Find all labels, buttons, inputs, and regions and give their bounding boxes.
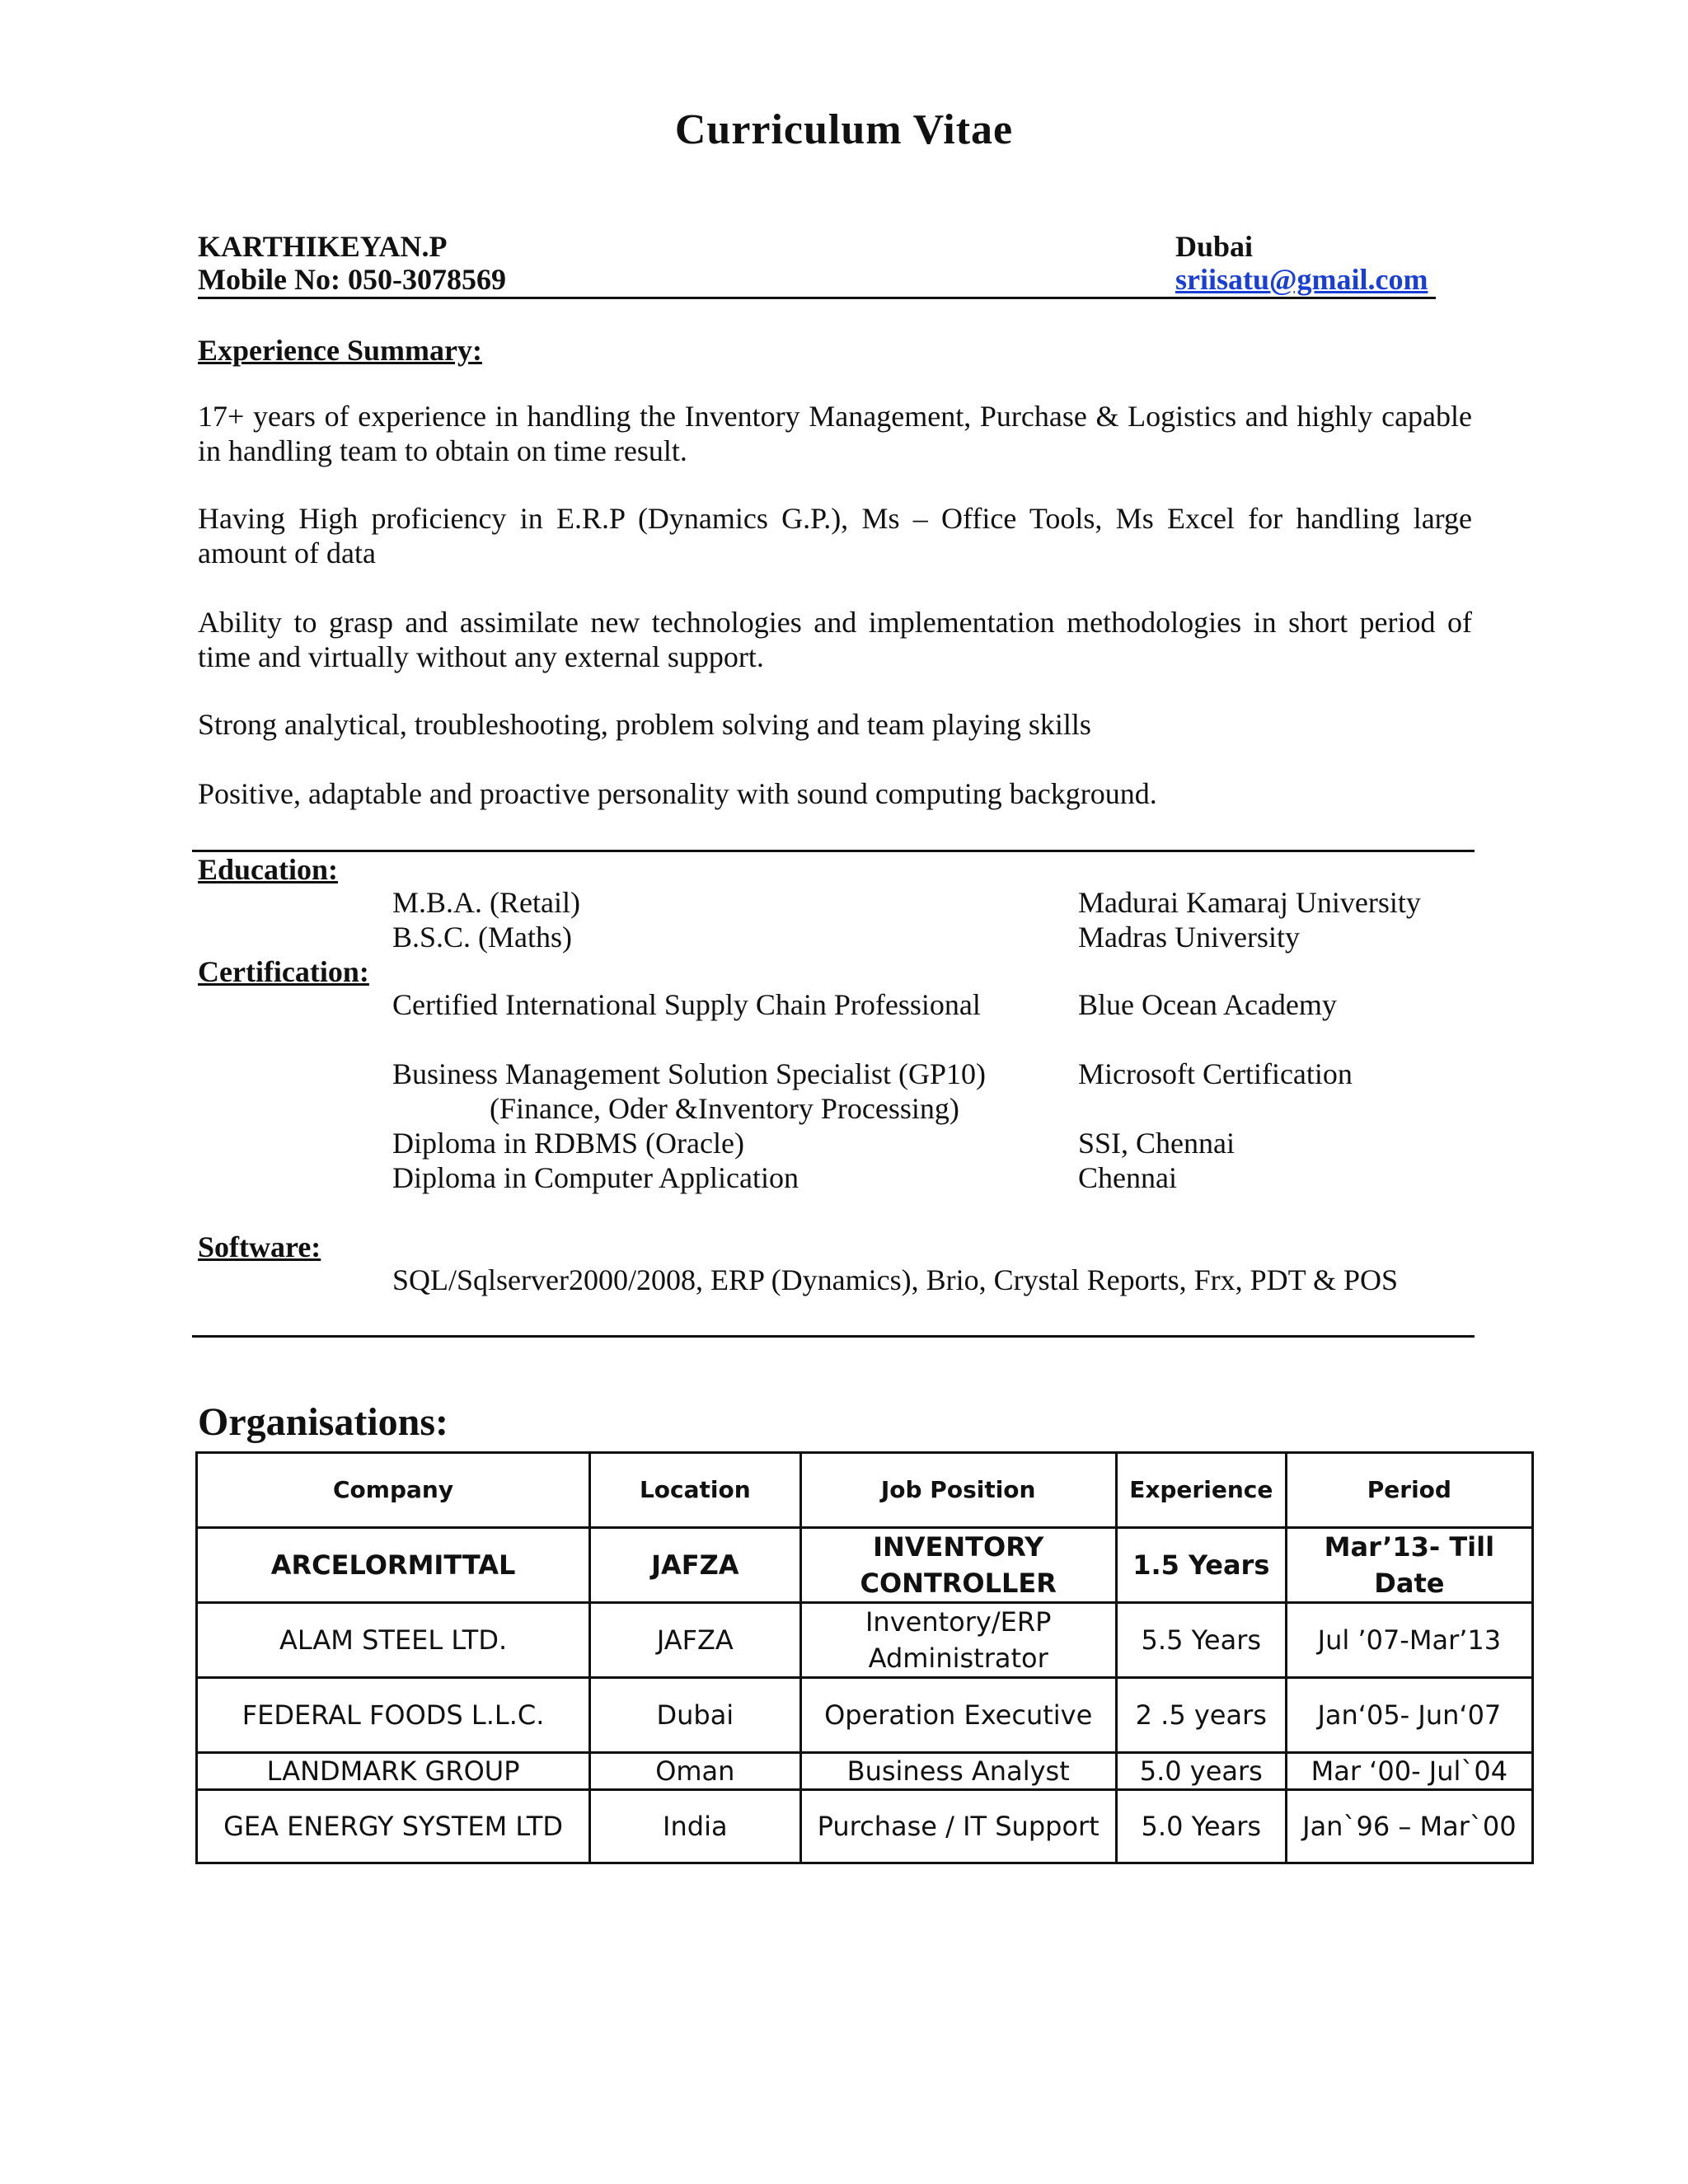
certification-detail: (Finance, Oder &Inventory Processing) <box>490 1092 959 1125</box>
cell-company: ARCELORMITTAL <box>197 1528 590 1603</box>
certification-issuer: SSI, Chennai <box>1078 1127 1236 1160</box>
cell-job-position: Inventory/ERP Administrator <box>800 1603 1116 1678</box>
cell-company: FEDERAL FOODS L.L.C. <box>197 1678 590 1753</box>
cell-experience: 5.0 years <box>1116 1753 1286 1790</box>
education-institution: Madras University <box>1078 921 1300 954</box>
document-title: Curriculum Vitae <box>674 106 1014 153</box>
certification-issuer: Microsoft Certification <box>1078 1057 1353 1090</box>
summary-paragraph: 17+ years of experience in handling the Inventory Management, Purchase & Logistics and highly capable in handling team to obtain on time result. <box>198 400 1472 467</box>
certification-name: Business Management Solution Specialist (GP10) <box>392 1057 986 1090</box>
candidate-location: Dubai <box>1175 230 1254 263</box>
column-header-job-position: Job Position <box>800 1453 1116 1528</box>
mobile-number: Mobile No: 050-3078569 <box>198 263 506 296</box>
certification-name: Diploma in Computer Application <box>392 1161 799 1194</box>
cell-job-position: Operation Executive <box>800 1678 1116 1753</box>
summary-paragraph: Positive, adaptable and proactive personality with sound computing background. <box>198 777 1157 810</box>
software-list: SQL/Sqlserver2000/2008, ERP (Dynamics), Brio, Crystal Reports, Frx, PDT & POS <box>392 1263 1399 1296</box>
cell-period: Mar’13- Till Date <box>1286 1528 1532 1603</box>
cell-location: India <box>590 1790 800 1863</box>
education-degree: M.B.A. (Retail) <box>392 886 580 919</box>
cell-job-position: INVENTORY CONTROLLER <box>800 1528 1116 1603</box>
cell-company: ALAM STEEL LTD. <box>197 1603 590 1678</box>
column-header-company: Company <box>197 1453 590 1528</box>
cell-location: JAFZA <box>590 1603 800 1678</box>
cell-experience: 2 .5 years <box>1116 1678 1286 1753</box>
cell-experience: 5.5 Years <box>1116 1603 1286 1678</box>
summary-paragraph: Ability to grasp and assimilate new technologies and implementation methodologies in short period of time and virtually without any external support. <box>198 606 1472 673</box>
cell-location: Oman <box>590 1753 800 1790</box>
section-divider <box>192 850 1475 852</box>
cell-company: GEA ENERGY SYSTEM LTD <box>197 1790 590 1863</box>
cell-job-position: Purchase / IT Support <box>800 1790 1116 1863</box>
organisations-table <box>195 1451 1534 1864</box>
certification-name: Diploma in RDBMS (Oracle) <box>392 1127 744 1160</box>
column-header-experience: Experience <box>1116 1453 1286 1528</box>
certification-heading: Certification: <box>198 955 369 988</box>
column-header-period: Period <box>1286 1453 1532 1528</box>
column-header-location: Location <box>590 1453 800 1528</box>
table-row <box>197 1753 1533 1790</box>
cell-experience: 5.0 Years <box>1116 1790 1286 1863</box>
email-link[interactable]: sriisatu@gmail.com <box>1175 263 1428 296</box>
cell-period: Jul ’07-Mar’13 <box>1286 1603 1532 1678</box>
cell-period: Jan‘05- Jun‘07 <box>1286 1678 1532 1753</box>
certification-name: Certified International Supply Chain Professional <box>392 988 981 1021</box>
summary-paragraph: Having High proficiency in E.R.P (Dynamics G.P.), Ms – Office Tools, Ms Excel for handling large amount of data <box>198 502 1472 569</box>
cell-location: JAFZA <box>590 1528 800 1603</box>
table-row <box>197 1678 1533 1753</box>
education-heading: Education: <box>198 853 339 886</box>
candidate-name: KARTHIKEYAN.P <box>198 230 448 263</box>
cell-company: LANDMARK GROUP <box>197 1753 590 1790</box>
header-divider <box>198 297 1436 299</box>
cell-location: Dubai <box>590 1678 800 1753</box>
certification-issuer: Chennai <box>1078 1161 1177 1194</box>
cell-period: Mar ‘00- Jul`04 <box>1286 1753 1532 1790</box>
cell-job-position: Business Analyst <box>800 1753 1116 1790</box>
certification-issuer: Blue Ocean Academy <box>1078 988 1337 1021</box>
cell-period: Jan`96 – Mar`00 <box>1286 1790 1532 1863</box>
experience-summary-heading: Experience Summary: <box>198 334 482 367</box>
section-divider <box>192 1335 1475 1338</box>
table-row <box>197 1790 1533 1863</box>
table-header-row <box>197 1453 1533 1528</box>
education-institution: Madurai Kamaraj University <box>1078 886 1421 919</box>
table-row <box>197 1603 1533 1678</box>
education-degree: B.S.C. (Maths) <box>392 921 573 954</box>
organisations-heading: Organisations: <box>198 1400 449 1444</box>
software-heading: Software: <box>198 1230 321 1263</box>
cell-experience: 1.5 Years <box>1116 1528 1286 1603</box>
summary-paragraph: Strong analytical, troubleshooting, problem solving and team playing skills <box>198 708 1091 741</box>
table-row <box>197 1528 1533 1603</box>
